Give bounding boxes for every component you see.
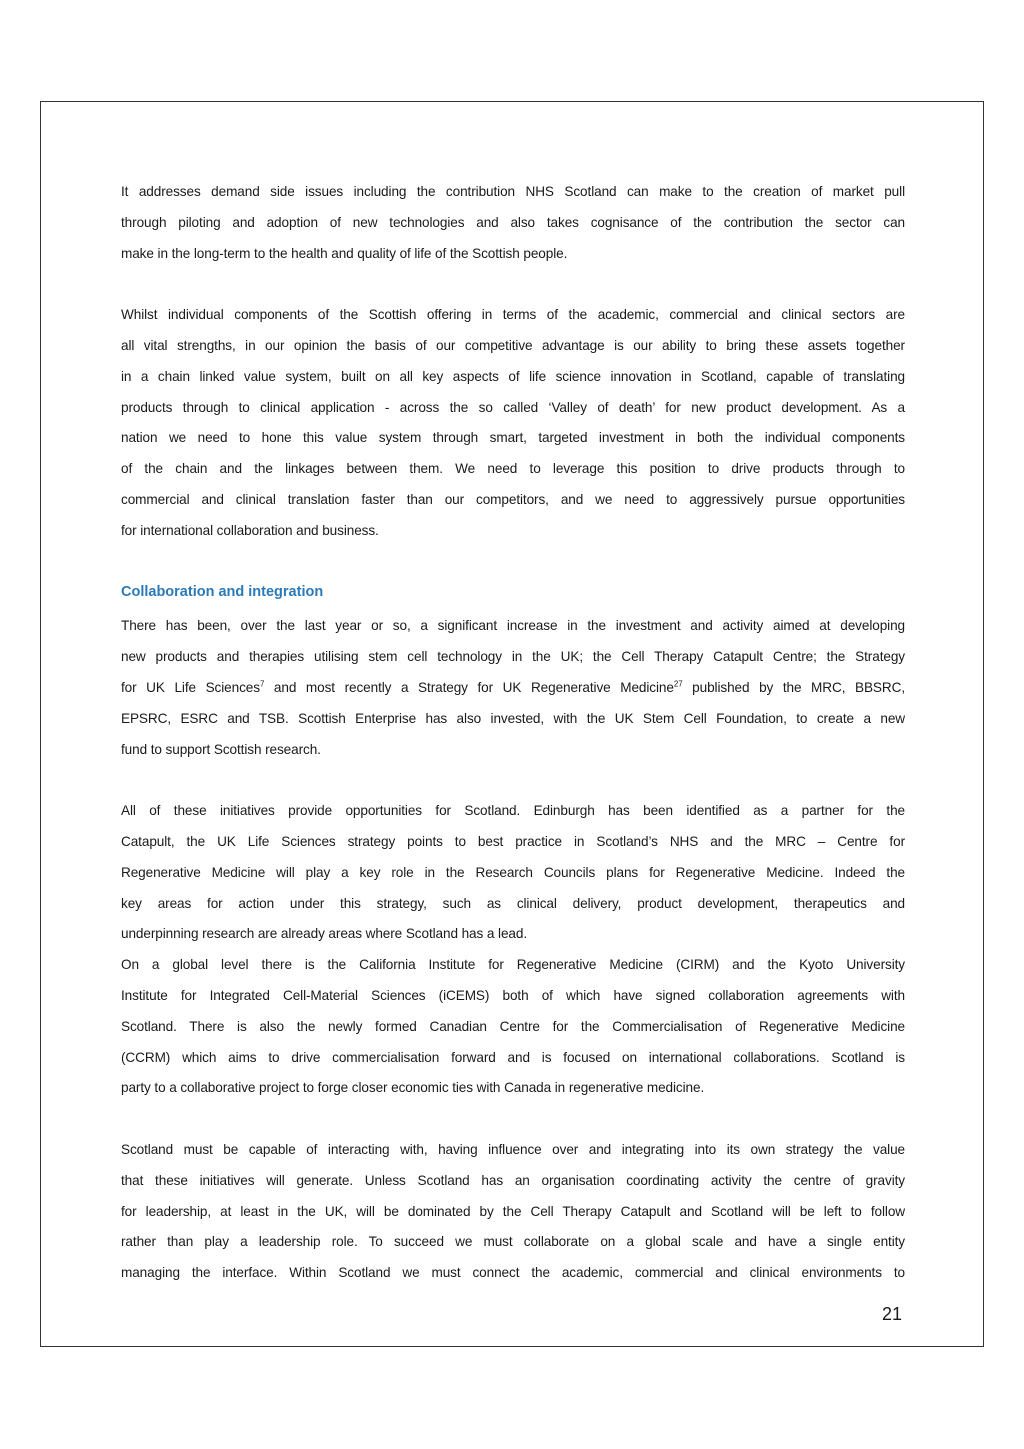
text-fragment: and most recently a Strategy for UK Regenerative Medicine <box>264 679 674 695</box>
text-line: new products and therapies utilising stem cell technology in the UK; the Cell Therapy Catapult Centre; the Strategy <box>121 649 905 665</box>
text-line: There has been, over the last year or so, a significant increase in the investment and activity aimed at developing <box>121 618 905 634</box>
paragraph-demand-side <box>121 177 905 269</box>
text-line: Institute for Integrated Cell-Material Sciences (iCEMS) both of which have signed collaboration agreements with <box>121 987 905 1003</box>
page-content <box>121 177 905 1289</box>
text-line: Regenerative Medicine will play a key role in the Research Councils plans for Regenerative Medicine. Indeed the <box>121 864 905 880</box>
text-fragment: for UK Life Sciences <box>121 679 260 695</box>
page-number: 21 <box>881 1304 902 1324</box>
text-fragment: published by the MRC, BBSRC, <box>682 679 905 695</box>
paragraph-spacer <box>121 547 905 578</box>
text-line: fund to support Scottish research. <box>121 741 321 757</box>
paragraph-initiatives <box>121 796 905 950</box>
text-line: that these initiatives will generate. Unless Scotland has an organisation coordinating activity the centre of gravity <box>121 1172 905 1188</box>
text-line: managing the interface. Within Scotland we must connect the academic, commercial and clinical environments to <box>121 1265 905 1281</box>
text-line: rather than play a leadership role. To succeed we must collaborate on a global scale and have a single entity <box>121 1234 905 1250</box>
text-line: products through to clinical application - across the so called ‘Valley of death’ for new product development. As a <box>121 399 905 415</box>
text-line: in a chain linked value system, built on all key aspects of life science innovation in Scotland, capable of translating <box>121 368 905 384</box>
text-line: key areas for action under this strategy, such as clinical delivery, product development, therapeutics and <box>121 895 905 911</box>
text-line: all vital strengths, in our opinion the basis of our competitive advantage is our ability to bring these assets together <box>121 337 905 353</box>
text-line: for international collaboration and business. <box>121 522 379 538</box>
text-line: Scotland must be capable of interacting with, having influence over and integrating into its own strategy the value <box>121 1141 905 1157</box>
text-line: Catapult, the UK Life Sciences strategy points to best practice in Scotland’s NHS and the MRC – Centre for <box>121 833 905 849</box>
text-line: through piloting and adoption of new technologies and also takes cognisance of the contribution the sector can <box>121 214 905 230</box>
text-line: On a global level there is the California Institute for Regenerative Medicine (CIRM) and the Kyoto University <box>121 957 905 973</box>
text-line: All of these initiatives provide opportunities for Scotland. Edinburgh has been identified as a partner for the <box>121 803 905 819</box>
text-line: commercial and clinical translation faster than our competitors, and we need to aggressively pursue opportunities <box>121 491 905 507</box>
paragraph-global-level <box>121 950 905 1104</box>
text-line: of the chain and the linkages between them. We need to leverage this position to drive products through to <box>121 461 905 477</box>
section-heading: Collaboration and integration <box>121 584 324 601</box>
text-line: It addresses demand side issues including the contribution NHS Scotland can make to the creation of market pull <box>121 184 905 199</box>
paragraph-spacer <box>121 269 905 300</box>
text-line: party to a collaborative project to forge closer economic ties with Canada in regenerative medicine. <box>121 1080 705 1096</box>
paragraph-investment <box>121 611 905 765</box>
text-line: (CCRM) which aims to drive commercialisation forward and is focused on international collaborations. Scotland is <box>121 1049 905 1065</box>
text-line: EPSRC, ESRC and TSB. Scottish Enterprise has also invested, with the UK Stem Cell Foundation, to create a new <box>121 710 905 726</box>
text-line: Scotland. There is also the newly formed Canadian Centre for the Commercialisation of Regenerative Medicine <box>121 1018 905 1034</box>
paragraph-spacer <box>121 1104 905 1135</box>
paragraph-spacer <box>121 765 905 796</box>
paragraph-leadership <box>121 1135 905 1289</box>
footnote-marker: 7 <box>259 679 265 689</box>
text-line: underpinning research are already areas where Scotland has a lead. <box>121 926 528 942</box>
text-line: make in the long-term to the health and quality of life of the Scottish people. <box>121 245 568 261</box>
paragraph-competitive-advantage <box>121 300 905 546</box>
text-line-with-footnotes <box>121 673 905 704</box>
footnote-marker: 27 <box>673 679 683 689</box>
text-line: Whilst individual components of the Scottish offering in terms of the academic, commercial and clinical sectors are <box>121 307 905 323</box>
text-line: nation we need to hone this value system through smart, targeted investment in both the individual components <box>121 430 905 446</box>
text-line: for leadership, at least in the UK, will be dominated by the Cell Therapy Catapult and Scotland will be left to follow <box>121 1203 905 1219</box>
